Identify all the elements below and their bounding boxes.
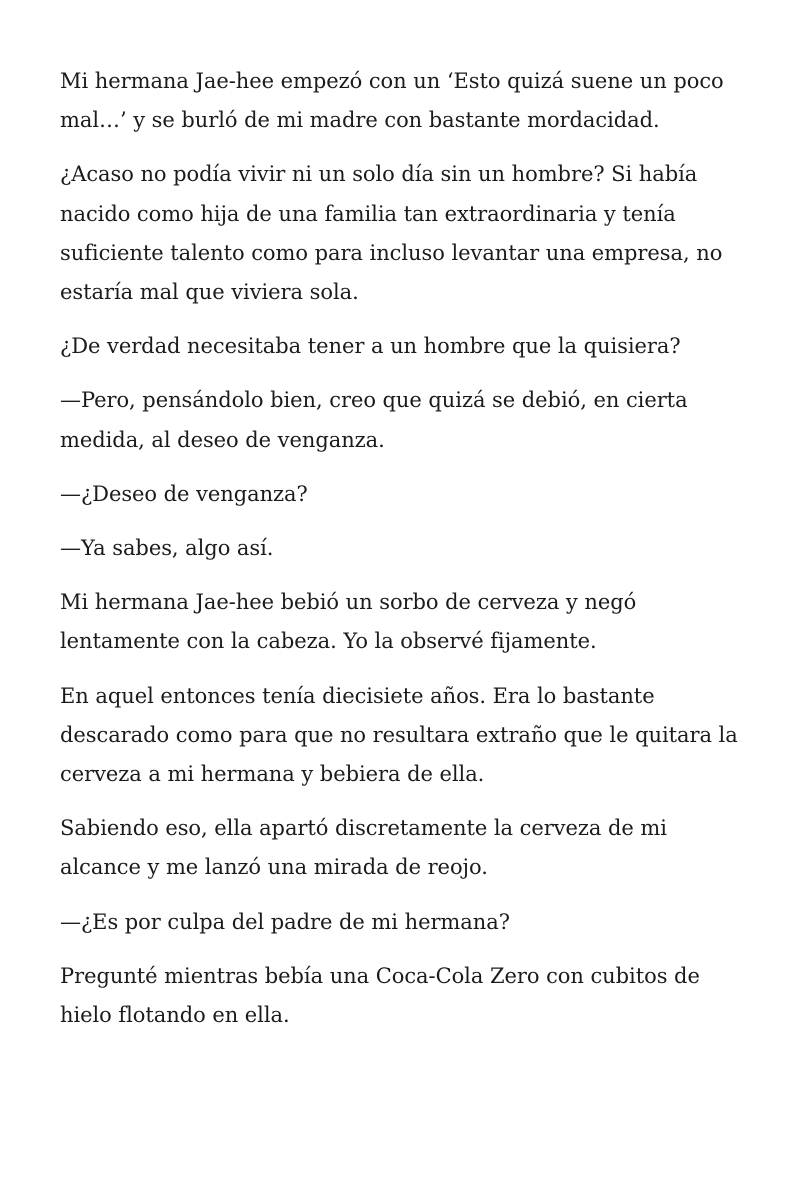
paragraph: En aquel entonces tenía diecisiete años. Era lo bastante descarado como para que no resultara extraño que le quitara la cerveza a mi hermana y bebiera de ella. xyxy=(60,683,738,787)
document-page xyxy=(60,62,750,1050)
paragraph: Mi hermana Jae-hee empezó con un ‘Esto quizá suene un poco mal…’ y se burló de mi madre con bastante mordacidad. xyxy=(60,69,724,133)
paragraph: —¿Deseo de venganza? xyxy=(60,481,308,506)
paragraph: —Pero, pensándolo bien, creo que quizá se debió, en cierta medida, al deseo de venganza. xyxy=(60,388,688,452)
paragraph: —¿Es por culpa del padre de mi hermana? xyxy=(60,909,510,934)
paragraph: —Ya sabes, algo así. xyxy=(60,536,274,561)
paragraph: Sabiendo eso, ella apartó discretamente la cerveza de mi alcance y me lanzó una mirada de reojo. xyxy=(60,816,667,880)
paragraph: ¿Acaso no podía vivir ni un solo día sin un hombre? Si había nacido como hija de una familia tan extraordinaria y tenía suficiente talento como para incluso levantar una empresa, no estaría mal que viviera sola. xyxy=(60,162,723,305)
paragraph: Pregunté mientras bebía una Coca-Cola Zero con cubitos de hielo flotando en ella. xyxy=(60,963,700,1028)
paragraph: ¿De verdad necesitaba tener a un hombre que la quisiera? xyxy=(60,334,681,359)
paragraph: Mi hermana Jae-hee bebió un sorbo de cerveza y negó lentamente con la cabeza. Yo la observé fijamente. xyxy=(60,590,637,654)
